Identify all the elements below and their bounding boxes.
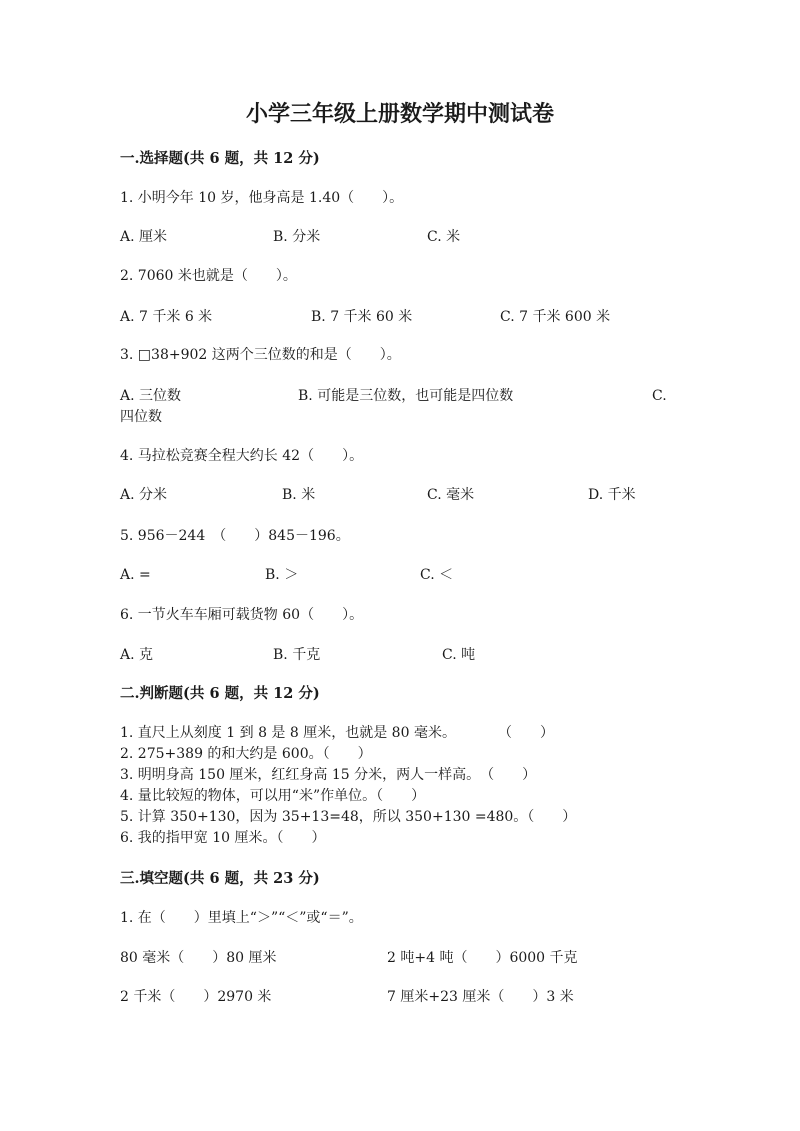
fill-blank-item: 2 千米（ ）2970 米	[120, 989, 272, 1005]
option: A. =	[120, 567, 151, 583]
question-stem: 2. 7060 米也就是（ ）。	[120, 268, 297, 284]
fill-blank-item: 7 厘米+23 厘米（ ）3 米	[387, 989, 574, 1005]
question-stem: 1. 在（ ）里填上“＞”“＜”或“＝”。	[120, 910, 363, 926]
page-title: 小学三年级上册数学期中测试卷	[245, 101, 554, 127]
option: C. 7 千米 600 米	[500, 309, 611, 325]
option: A. 7 千米 6 米	[120, 309, 213, 325]
option: A. 克	[120, 647, 154, 663]
option: B. 7 千米 60 米	[311, 309, 413, 325]
fill-blank-item: 80 毫米（ ）80 厘米	[120, 950, 277, 966]
option: B. ＞	[265, 567, 299, 583]
section-heading-choice: 一.选择题(共 6 题，共 12 分)	[120, 150, 320, 167]
option: C. ＜	[420, 567, 454, 583]
option: A. 分米	[120, 487, 168, 503]
option: B. 可能是三位数，也可能是四位数	[298, 388, 514, 404]
question-stem: 3. □38+902 这两个三位数的和是（ ）。	[120, 347, 401, 363]
statement-item: 4. 量比较短的物体，可以用“米”作单位。（ ）	[120, 788, 426, 804]
option: C. 毫米	[427, 487, 475, 503]
question-stem: 6. 一节火车车厢可载货物 60（ ）。	[120, 607, 364, 623]
option-continuation: 四位数	[120, 409, 162, 425]
statement-item: 5. 计算 350+130，因为 35+13=48，所以 350+130 =480。（ ）	[120, 809, 577, 825]
option: B. 千克	[273, 647, 321, 663]
option: C. 米	[427, 229, 461, 245]
section-heading-fill-blank: 三.填空题(共 6 题，共 23 分)	[120, 870, 320, 887]
option: B. 分米	[273, 229, 321, 245]
fill-blank-item: 2 吨+4 吨（ ）6000 千克	[387, 950, 578, 966]
option: D. 千米	[588, 487, 636, 503]
statement-item: 2. 275+389 的和大约是 600。（ ）	[120, 746, 372, 762]
statement-item: 3. 明明身高 150 厘米，红红身高 15 分米，两人一样高。 （ ）	[120, 767, 537, 783]
section-heading-true-false: 二.判断题(共 6 题，共 12 分)	[120, 685, 320, 702]
option: C.	[652, 388, 667, 404]
question-stem: 5. 956－244 （ ）845－196。	[120, 528, 350, 544]
option: A. 三位数	[120, 388, 182, 404]
option: C. 吨	[442, 647, 476, 663]
option: A. 厘米	[120, 229, 168, 245]
question-stem: 4. 马拉松竞赛全程大约长 42（ ）。	[120, 448, 364, 464]
question-stem: 1. 小明今年 10 岁，他身高是 1.40（ ）。	[120, 190, 404, 206]
statement-item: 1. 直尺上从刻度 1 到 8 是 8 厘米，也就是 80 毫米。 （ ）	[120, 725, 554, 741]
option: B. 米	[282, 487, 316, 503]
statement-item: 6. 我的指甲宽 10 厘米。（ ）	[120, 830, 326, 846]
